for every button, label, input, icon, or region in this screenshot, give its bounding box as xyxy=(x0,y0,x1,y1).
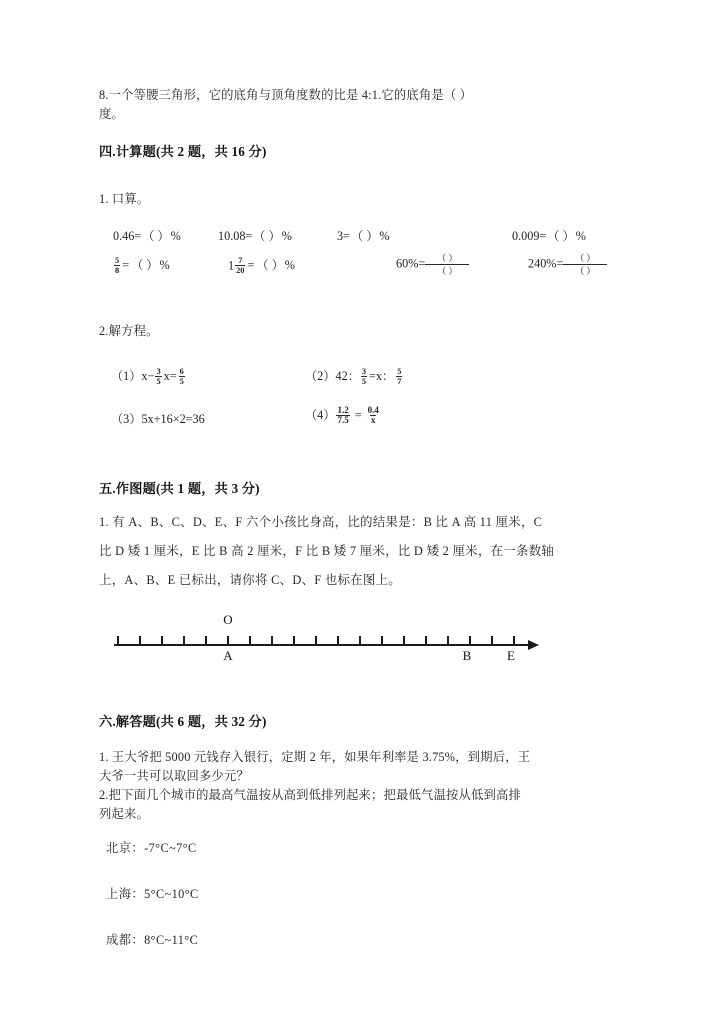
blank-fraction-60-percent[interactable] xyxy=(425,253,469,277)
oral-item-2 xyxy=(218,227,292,244)
number-line-tick xyxy=(139,636,141,644)
section-5-question-line1: 1. 有 A、B、C、D、E、F 六个小孩比身高，比的结果是：B 比 A 高 11 厘米，C xyxy=(99,515,543,529)
oral-item-4-blank[interactable]: （ ） xyxy=(547,229,575,243)
fraction-denominator: 7.5 xyxy=(337,415,349,426)
number-line-arrow-icon xyxy=(528,640,539,650)
section-4-heading: 四.计算题(共 2 题，共 16 分) xyxy=(99,144,267,159)
oral-item-7 xyxy=(396,253,469,277)
mixed-whole-part: 1 xyxy=(228,258,235,272)
fraction-denominator: 8 xyxy=(115,266,120,276)
number-line-tick xyxy=(469,636,471,644)
number-line-axis xyxy=(114,644,530,646)
fraction-numerator: 0.4 xyxy=(367,404,379,415)
city-temperature-chengdu: 成都：8°C~11°C xyxy=(106,933,199,947)
section-6-q2-line1: 2.把下面几个城市的最高气温按从高到低排列起来；把最低气温按从低到高排 xyxy=(99,788,522,802)
section-5-question-line2: 比 D 矮 1 厘米，E 比 B 高 2 厘米，F 比 B 矮 7 厘米，比 D 矮 2 厘米，在一条数轴 xyxy=(99,544,555,558)
mixed-number-1-7-20 xyxy=(228,257,246,276)
number-line-label-E: E xyxy=(507,648,515,663)
number-line-diagram xyxy=(0,600,720,670)
section-6-q1-line2: 大爷一共可以取回多少元？ xyxy=(99,769,249,783)
fraction-denominator: 5 xyxy=(179,377,184,387)
section-6-heading: 六.解答题(共 6 题，共 32 分) xyxy=(99,714,267,729)
question-8-line2: 度。 xyxy=(99,107,124,121)
number-line-tick xyxy=(249,636,251,644)
number-line-tick xyxy=(447,636,449,644)
oral-item-4-unit: % xyxy=(575,229,586,243)
equation-2 xyxy=(305,367,403,387)
blank-fraction-240-percent[interactable] xyxy=(563,253,607,277)
number-line-tick xyxy=(315,636,317,644)
question-8-line1: 8.一个等腰三角形，它的底角与顶角度数的比是 4:1.它的底角是（ ） xyxy=(99,88,473,102)
fraction-5-over-8 xyxy=(114,256,120,275)
oral-item-4 xyxy=(512,227,586,244)
section-5-question-line3: 上，A、B、E 已标出，请你将 C、D、F 也标在图上。 xyxy=(99,573,401,587)
fraction-numerator: 7 xyxy=(238,256,243,266)
number-line-tick xyxy=(513,636,515,644)
fraction-numerator: 3 xyxy=(361,367,367,377)
equation-4 xyxy=(305,406,381,426)
equation-3-expr: 5x+16×2=36 xyxy=(141,412,205,426)
section-5-heading: 五.作图题(共 1 题，共 3 分) xyxy=(99,481,260,496)
equation-2-fraction-2 xyxy=(396,367,402,386)
oral-item-5-eq: = xyxy=(122,258,130,272)
oral-item-8-expr: 240% xyxy=(528,256,557,271)
fraction-denominator: 20 xyxy=(236,266,245,276)
number-line-label-A: A xyxy=(223,648,233,663)
blank-fraction-denominator[interactable]: （ ） xyxy=(563,264,607,276)
section-6-q1-line1: 1. 王大爷把 5000 元钱存入银行，定期 2 年，如果年利率是 3.75%，到期后，王 xyxy=(99,750,531,764)
fraction-numerator: 1.2 xyxy=(337,404,349,415)
fraction-denominator: 5 xyxy=(156,377,161,387)
oral-item-3-blank[interactable]: （ ） xyxy=(350,229,379,243)
oral-item-7-expr: 60% xyxy=(396,256,419,271)
equation-1-fraction-2 xyxy=(179,367,185,386)
number-line-tick xyxy=(205,636,207,644)
equation-1-mid: x= xyxy=(163,369,177,383)
section-4-sub2-label: 2.解方程。 xyxy=(99,324,159,338)
equation-1-lhs: x− xyxy=(141,369,155,383)
oral-item-5 xyxy=(113,256,170,276)
number-line-tick xyxy=(337,636,339,644)
equation-2-label: （2） xyxy=(305,369,336,383)
section-4-sub1-label: 1. 口算。 xyxy=(99,192,150,206)
number-line-tick xyxy=(381,636,383,644)
oral-item-1 xyxy=(113,227,181,244)
equation-2-lhs: 42： xyxy=(335,369,360,383)
fraction-numerator: 5 xyxy=(397,367,402,377)
oral-item-4-expr: 0.009= xyxy=(512,229,547,243)
number-line-tick xyxy=(293,636,295,644)
oral-item-3-expr: 3= xyxy=(337,229,350,243)
number-line-tick xyxy=(425,636,427,644)
number-line-tick xyxy=(271,636,273,644)
number-line-tick xyxy=(403,636,405,644)
number-line-tick xyxy=(227,636,229,644)
number-line-tick xyxy=(491,636,493,644)
oral-item-2-unit: % xyxy=(281,229,292,243)
oral-item-2-expr: 10.08= xyxy=(218,229,253,243)
number-line-tick xyxy=(183,636,185,644)
number-line-label-O: O xyxy=(223,612,233,627)
fraction-numerator: 6 xyxy=(179,367,184,377)
oral-item-1-expr: 0.46= xyxy=(113,229,142,243)
oral-item-1-unit: % xyxy=(170,229,181,243)
oral-item-8 xyxy=(528,253,607,277)
equation-1 xyxy=(111,367,186,387)
oral-item-6 xyxy=(228,256,295,276)
equation-3-label: （3） xyxy=(111,412,142,426)
equation-4-fraction-2 xyxy=(367,406,380,426)
equation-2-fraction-1 xyxy=(361,367,367,386)
equation-1-label: （1） xyxy=(111,369,142,383)
oral-item-2-blank[interactable]: （ ） xyxy=(253,229,281,243)
fraction-denominator: 5 xyxy=(361,377,367,387)
section-6-q2-line2: 列起来。 xyxy=(99,807,149,821)
number-line-tick xyxy=(359,636,361,644)
city-temperature-beijing: 北京：-7°C~7°C xyxy=(106,841,197,855)
equation-2-mid: =x： xyxy=(369,369,395,383)
equation-1-fraction-1 xyxy=(155,367,161,386)
fraction-numerator: 3 xyxy=(156,367,161,377)
blank-fraction-numerator[interactable]: （ ） xyxy=(437,252,458,263)
oral-item-1-blank[interactable]: （ ） xyxy=(142,229,170,243)
fraction-denominator: 7 xyxy=(397,377,402,387)
oral-item-3 xyxy=(337,227,390,244)
number-line-label-B: B xyxy=(462,648,472,663)
oral-item-5-unit: % xyxy=(159,258,170,272)
fraction-denominator: x xyxy=(370,415,376,426)
oral-item-8-eq: = xyxy=(556,256,564,271)
fraction-numerator: 5 xyxy=(115,256,120,266)
equation-4-fraction-1 xyxy=(336,406,349,426)
oral-item-3-unit: % xyxy=(379,229,390,243)
oral-item-6-unit: % xyxy=(284,258,295,272)
oral-item-6-eq: = xyxy=(247,258,255,272)
blank-fraction-denominator[interactable]: （ ） xyxy=(425,264,469,276)
mixed-fraction-part xyxy=(235,256,245,275)
number-line-tick xyxy=(161,636,163,644)
equation-4-eq: = xyxy=(354,408,362,423)
equation-3 xyxy=(111,410,205,427)
blank-fraction-numerator[interactable]: （ ） xyxy=(575,252,596,263)
number-line-tick xyxy=(117,636,119,644)
oral-item-5-blank[interactable]: （ ） xyxy=(131,258,159,272)
oral-item-6-blank[interactable]: （ ） xyxy=(256,258,284,272)
oral-item-7-eq: = xyxy=(418,256,426,271)
city-temperature-shanghai: 上海：5°C~10°C xyxy=(106,887,199,901)
equation-4-label: （4） xyxy=(305,408,336,423)
